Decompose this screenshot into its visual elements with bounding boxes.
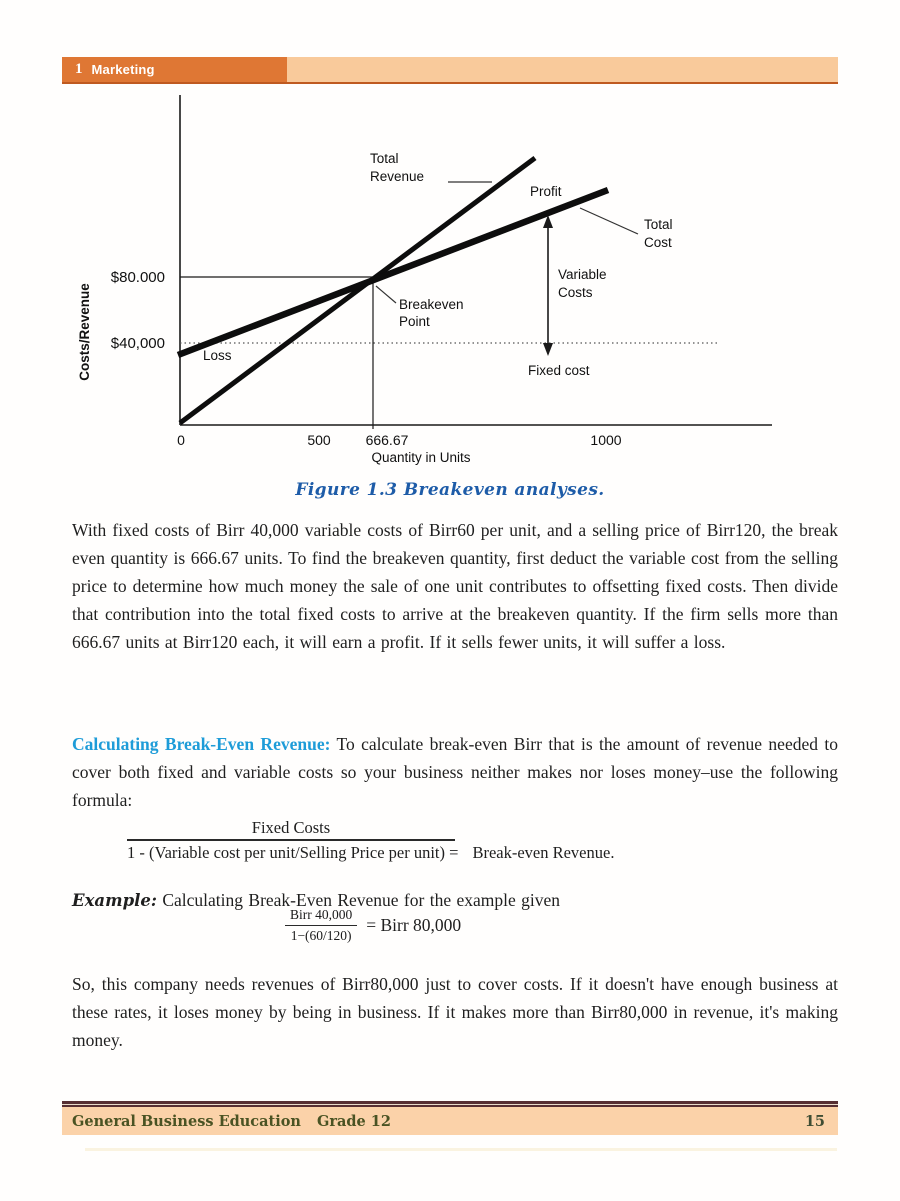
- total-cost-line: [178, 190, 608, 355]
- page-bottom-edge: [85, 1148, 837, 1151]
- formula-numerator: Fixed Costs: [127, 818, 455, 841]
- figure-caption: Figure 1.3 Breakeven analyses.: [295, 480, 605, 500]
- footer-bar: [62, 1107, 838, 1135]
- breakeven-chart: [60, 88, 800, 473]
- page-footer: [62, 1101, 838, 1135]
- total-revenue-line: [180, 158, 535, 423]
- example-text: Calculating Break-Even Revenue for the example given: [156, 890, 561, 910]
- total-cost-label-line1: Total: [644, 217, 673, 232]
- breakeven-revenue-heading: Calculating Break-Even Revenue:: [72, 734, 331, 754]
- chapter-header-accent: [62, 57, 287, 82]
- footer-title-text: General Business Education: [72, 1112, 301, 1130]
- footer-grade-text: Grade 12: [316, 1112, 391, 1130]
- loss-label: Loss: [203, 348, 232, 363]
- chapter-number: 1: [75, 61, 83, 77]
- example-math: [285, 906, 461, 944]
- footer-book-title: [72, 1113, 407, 1130]
- total-cost-label-line2: Cost: [644, 235, 672, 250]
- fraction-numerator: Birr 40,000: [290, 907, 353, 922]
- paragraph-breakeven-revenue: [72, 730, 838, 814]
- paragraph-breakeven-quantity: With fixed costs of Birr 40,000 variable costs of Birr60 per unit, and a selling price of Birr120, the break even quantity is 666.67 units. To find the breakeven quantity, first deduct the variable cost from the selling price to determine how much money the sale of one unit contributes to offsetting fixed costs. Then divide that contribution into the total fixed costs to arrive at the breakeven quantity. If the firm sells more than 666.67 units at Birr120 each, it will earn a profit. If it sells fewer units, it will suffer a loss.: [72, 520, 838, 652]
- formula-denominator-row: [127, 841, 838, 863]
- total-revenue-label-line1: Total: [370, 151, 399, 166]
- paragraph-conclusion: So, this company needs revenues of Birr80,000 just to cover costs. If it doesn't have enough business at these rates, it loses money by being in business. If it makes more than Birr80,000 in revenue, it's making money.: [72, 974, 838, 1050]
- fixed-cost-label: Fixed cost: [528, 363, 590, 378]
- fraction-denominator: 1−(60/120): [285, 925, 357, 945]
- variable-costs-label-line1: Variable: [558, 267, 607, 282]
- formula-denominator: 1 - (Variable cost per unit/Selling Price per unit) =: [127, 843, 459, 862]
- example-heading: Example:: [72, 891, 157, 910]
- profit-label: Profit: [530, 184, 562, 199]
- example-fraction: [285, 906, 357, 944]
- breakeven-label-line1: Breakeven: [399, 297, 464, 312]
- breakeven-revenue-text: To calculate break-even Birr that is the amount of revenue needed to cover both fixed and variable costs so your business neither makes nor loses money–use the following formula:: [72, 734, 838, 810]
- formula-result: Break-even Revenue.: [472, 843, 615, 862]
- chapter-title: Marketing: [91, 62, 155, 77]
- page-number: 15: [804, 1112, 825, 1130]
- x-axis-title: Quantity in Units: [371, 450, 471, 465]
- arrow-down-icon: [543, 343, 553, 356]
- x-tick-666: 666.67: [365, 432, 409, 448]
- x-tick-0: 0: [177, 432, 185, 448]
- y-tick-80000: $80.000: [110, 269, 165, 286]
- breakeven-pointer: [376, 286, 396, 303]
- breakeven-formula: [72, 818, 838, 863]
- breakeven-label-line2: Point: [399, 314, 430, 329]
- chapter-header-bar: [62, 57, 838, 84]
- x-tick-1000: 1000: [590, 432, 622, 448]
- x-tick-500: 500: [307, 432, 331, 448]
- total-cost-pointer: [580, 208, 638, 234]
- chapter-header-band: [287, 57, 838, 82]
- math-result: = Birr 80,000: [366, 914, 462, 935]
- y-tick-40000: $40,000: [110, 335, 165, 352]
- total-revenue-label-line2: Revenue: [370, 169, 425, 184]
- y-axis-title: Costs/Revenue: [77, 283, 92, 381]
- variable-costs-label-line2: Costs: [558, 285, 593, 300]
